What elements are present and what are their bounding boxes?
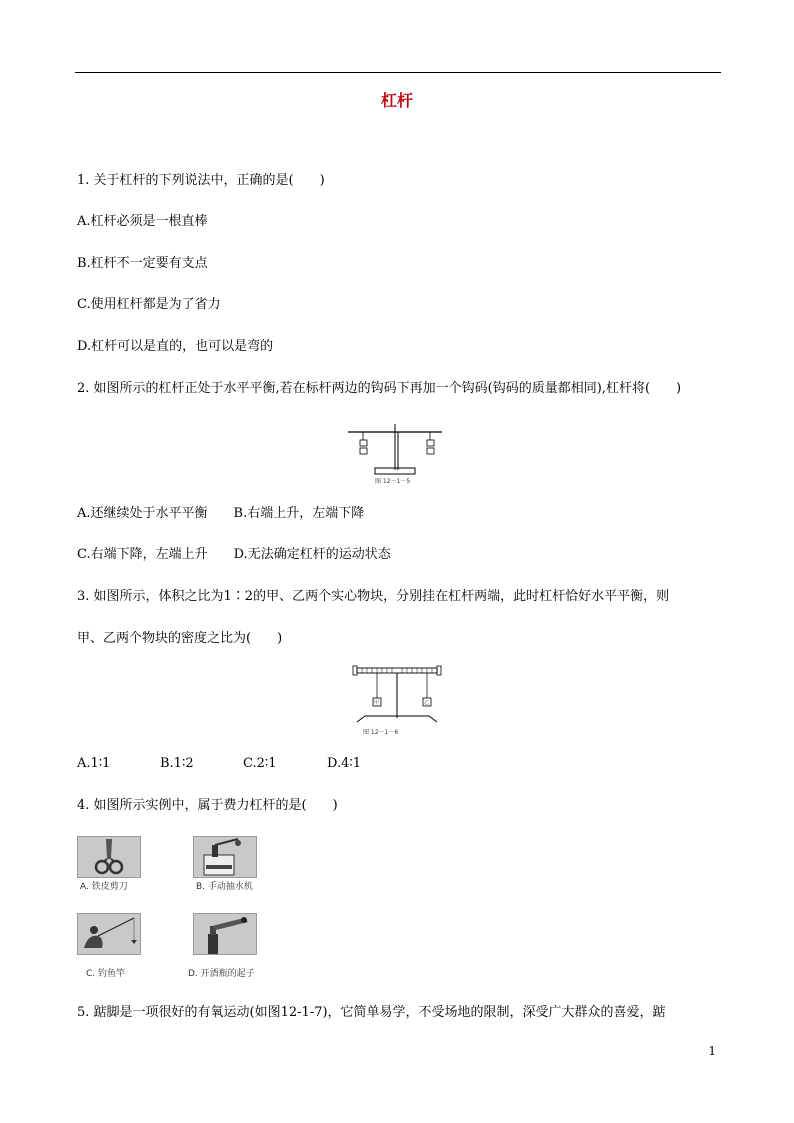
bottle-opener-icon [193, 913, 257, 955]
question-2-stem: 2. 如图所示的杠杆正处于水平平衡,若在标杆两边的钩码下再加一个钩码(钩码的质量都相同),杠杆将( ) [77, 381, 682, 396]
block-yi-label: 乙 [424, 700, 430, 706]
figure-caption: 图 12－1－5 [375, 478, 411, 485]
question-3-option-c: C.2∶1 [243, 756, 277, 771]
balanced-lever-diagram [345, 420, 445, 476]
question-3-stem-line1: 3. 如图所示，体积之比为1∶2的甲、乙两个实心物块，分别挂在杠杆两端，此时杠杆恰好水平平衡，则 [77, 589, 670, 604]
picture-d-label: D. 开酒瓶的起子 [188, 969, 255, 979]
question-2-options-ab: A.还继续处于水平平衡 B.右端上升，左端下降 [77, 506, 365, 521]
question-1-stem: 1. 关于杠杆的下列说法中，正确的是( ) [77, 173, 325, 188]
question-2-options-cd: C.右端下降，左端上升 D.无法确定杠杆的运动状态 [77, 547, 391, 562]
picture-a-label: A. 铁皮剪刀 [80, 882, 128, 892]
question-3-option-d: D.4∶1 [327, 756, 362, 771]
question-1-option-a: A.杠杆必须是一根直棒 [77, 214, 208, 229]
picture-c-label: C. 钓鱼竿 [86, 969, 126, 979]
header-rule [75, 72, 721, 73]
page-title: 杠杆 [380, 91, 413, 110]
picture-b-label: B. 手动抽水机 [196, 882, 253, 892]
lever-figure-12-1-6 [349, 662, 445, 738]
question-5-stem: 5. 踮脚是一项很好的有氧运动(如图12-1-7)，它简单易学，不受场地的限制，深受广大群众的喜爱，踮 [77, 1005, 666, 1020]
page-number: 1 [708, 1044, 716, 1058]
question-3-stem-line2: 甲、乙两个物块的密度之比为( ) [77, 631, 283, 646]
water-pump-icon [193, 836, 257, 878]
question-1-option-d: D.杠杆可以是直的，也可以是弯的 [77, 339, 274, 354]
fishing-rod-icon [77, 913, 141, 955]
question-1-option-b: B.杠杆不一定要有支点 [77, 256, 208, 271]
density-lever-diagram [349, 662, 445, 726]
question-3-option-a: A.1∶1 [77, 756, 111, 771]
question-1-option-c: C.使用杠杆都是为了省力 [77, 297, 221, 312]
block-jia-label: 甲 [374, 700, 380, 706]
scissors-icon [77, 836, 141, 878]
lever-figure-12-1-5 [345, 420, 445, 486]
figure-caption: 图 12－1－6 [363, 729, 399, 736]
question-4-stem: 4. 如图所示实例中，属于费力杠杆的是( ) [77, 798, 338, 813]
question-3-option-b: B.1∶2 [160, 756, 194, 771]
